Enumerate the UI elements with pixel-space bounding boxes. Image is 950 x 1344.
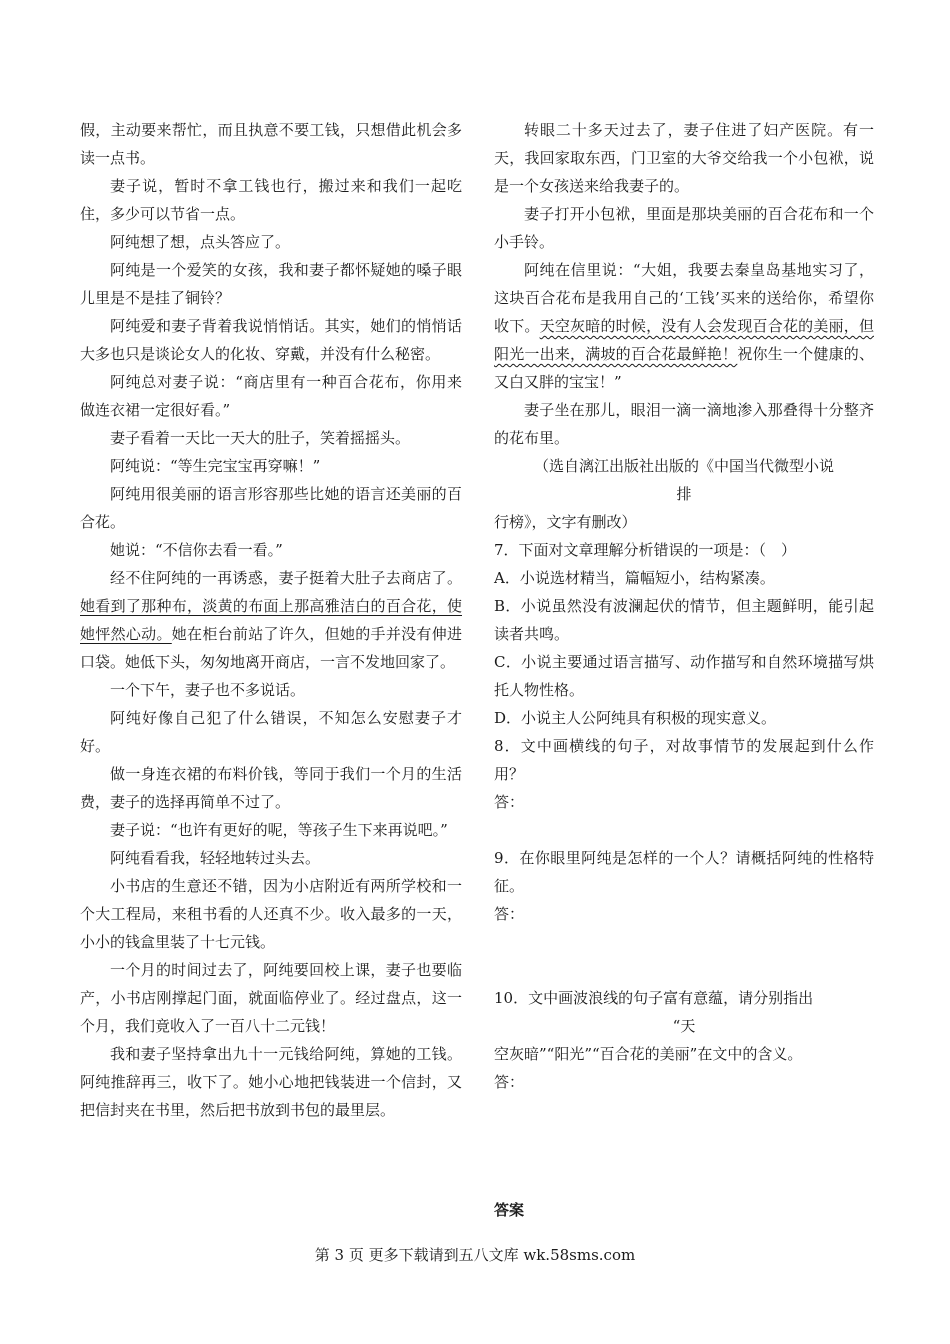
paragraph: 小书店的生意还不错，因为小店附近有两所学校和一个大工程局，来租书看的人还真不少。收入最多的一天，小小的钱盒里装了十七元钱。 bbox=[80, 877, 462, 951]
paragraph: 她说：“不信你去看一看。” bbox=[110, 541, 283, 559]
paragraph: 阿纯是一个爱笑的女孩，我和妻子都怀疑她的嗓子眼儿里是不是挂了铜铃？ bbox=[80, 261, 462, 307]
text-span: 祝你生一个健康的、又白又胖的宝宝！” bbox=[494, 345, 874, 391]
text-span: 经不住阿纯的一再诱惑，妻子挺着大肚子去商店了。 bbox=[110, 569, 462, 587]
answer-label: 答： bbox=[494, 793, 525, 811]
source-line: （选自漓江出版社出版的《中国当代微型小说 bbox=[533, 457, 834, 475]
answer-label: 答： bbox=[494, 905, 525, 923]
paragraph: 阿纯总对妻子说：“商店里有一种百合花布，你用来做连衣裙一定很好看。” bbox=[80, 373, 462, 419]
paragraph: 妻子打开小包袱，里面是那块美丽的百合花布和一个小手铃。 bbox=[494, 205, 874, 251]
underlined-sentence: 她看到了那种布，淡黄的布面上那高雅洁白的百合花，使她怦然心动。 bbox=[80, 597, 462, 643]
paragraph: 妻子说，暂时不拿工钱也行，搬过来和我们一起吃住，多少可以节省一点。 bbox=[80, 177, 462, 223]
question-8: 8．文中画横线的句子，对故事情节的发展起到什么作用？ bbox=[494, 737, 874, 783]
paragraph: 阿纯用很美丽的语言形容那些比她的语言还美丽的百合花。 bbox=[80, 485, 462, 531]
paragraph: 妻子看着一天比一天大的肚子，笑着摇摇头。 bbox=[110, 429, 411, 447]
paragraph: 一个下午，妻子也不多说话。 bbox=[110, 681, 306, 699]
paragraph: 做一身连衣裙的布料价钱，等同于我们一个月的生活费，妻子的选择再简单不过了。 bbox=[80, 765, 462, 811]
text-span: 阿纯在信里说：“大姐，我要去秦皇岛基地实习了，这块百合花布是我用自己的‘工钱’买来的送给你，希望你收下。 bbox=[494, 261, 874, 335]
paragraph: 妻子坐在那儿，眼泪一滴一滴地渗入那叠得十分整齐的花布里。 bbox=[494, 401, 874, 447]
source-line: 排 bbox=[676, 485, 692, 503]
answer-space bbox=[494, 816, 874, 844]
option-d: D．小说主人公阿纯具有积极的现实意义。 bbox=[494, 709, 777, 727]
paragraph: 妻子说：“也许有更好的呢，等孩子生下来再说吧。” bbox=[110, 821, 448, 839]
option-b: B．小说虽然没有波澜起伏的情节，但主题鲜明，能引起读者共鸣。 bbox=[494, 597, 874, 643]
wavy-underlined-sentence: 天空灰暗的时候，没有人会发现百合花的美丽，但阳光一出来，满坡的百合花最鲜艳！ bbox=[494, 317, 874, 363]
right-column bbox=[494, 116, 874, 1224]
paragraph: 转眼二十多天过去了，妻子住进了妇产医院。有一天，我回家取东西，门卫室的大爷交给我一个小包袱，说是一个女孩送来给我妻子的。 bbox=[494, 121, 874, 195]
page-footer: 第 3 页 更多下载请到五八文库 wk.58sms.com bbox=[314, 1246, 636, 1264]
option-a: A．小说选材精当，篇幅短小，结构紧凑。 bbox=[494, 569, 775, 587]
answer-heading: 答案 bbox=[494, 1201, 525, 1219]
paragraph-letter bbox=[494, 256, 874, 396]
paragraph: 阿纯好像自己犯了什么错误，不知怎么安慰妻子才好。 bbox=[80, 709, 462, 755]
paragraph-shop bbox=[80, 564, 462, 676]
question-7: 7．下面对文章理解分析错误的一项是：（ ） bbox=[494, 541, 797, 559]
question-10-continued: “天 bbox=[672, 1017, 696, 1035]
paragraph: 阿纯看看我，轻轻地转过头去。 bbox=[110, 849, 321, 867]
answer-space bbox=[494, 928, 874, 984]
paragraph: 一个月的时间过去了，阿纯要回校上课，妻子也要临产，小书店刚撑起门面，就面临停业了。经过盘点，这一个月，我们竟收入了一百八十二元钱！ bbox=[80, 961, 462, 1035]
question-9: 9．在你眼里阿纯是怎样的一个人？请概括阿纯的性格特征。 bbox=[494, 849, 874, 895]
text-span: 她在柜台前站了许久，但她的手并没有伸进口袋。她低下头，匆匆地离开商店，一言不发地回家了。 bbox=[80, 625, 462, 671]
paragraph: 阿纯爱和妻子背着我说悄悄话。其实，她们的悄悄话大多也只是谈论女人的化妆、穿戴，并没有什么秘密。 bbox=[80, 317, 462, 363]
paragraph: 阿纯想了想，点头答应了。 bbox=[110, 233, 291, 251]
paragraph: 我和妻子坚持拿出九十一元钱给阿纯，算她的工钱。阿纯推辞再三，收下了。她小心地把钱装进一个信封，又把信封夹在书里，然后把书放到书包的最里层。 bbox=[80, 1045, 462, 1119]
left-column bbox=[80, 116, 462, 1124]
question-10: 10．文中画波浪线的句子富有意蕴，请分别指出 bbox=[494, 989, 814, 1007]
option-c: C．小说主要通过语言描写、动作描写和自然环境描写烘托人物性格。 bbox=[494, 653, 874, 699]
source-line: 行榜》，文字有删改） bbox=[494, 513, 637, 531]
answer-label: 答： bbox=[494, 1073, 525, 1091]
paragraph: 假，主动要来帮忙，而且执意不要工钱，只想借此机会多读一点书。 bbox=[80, 121, 462, 167]
answer-space bbox=[494, 1096, 874, 1196]
paragraph: 阿纯说：“等生完宝宝再穿嘛！” bbox=[110, 457, 321, 475]
question-10-continued: 空灰暗”“阳光”“百合花的美丽”在文中的含义。 bbox=[494, 1045, 803, 1063]
